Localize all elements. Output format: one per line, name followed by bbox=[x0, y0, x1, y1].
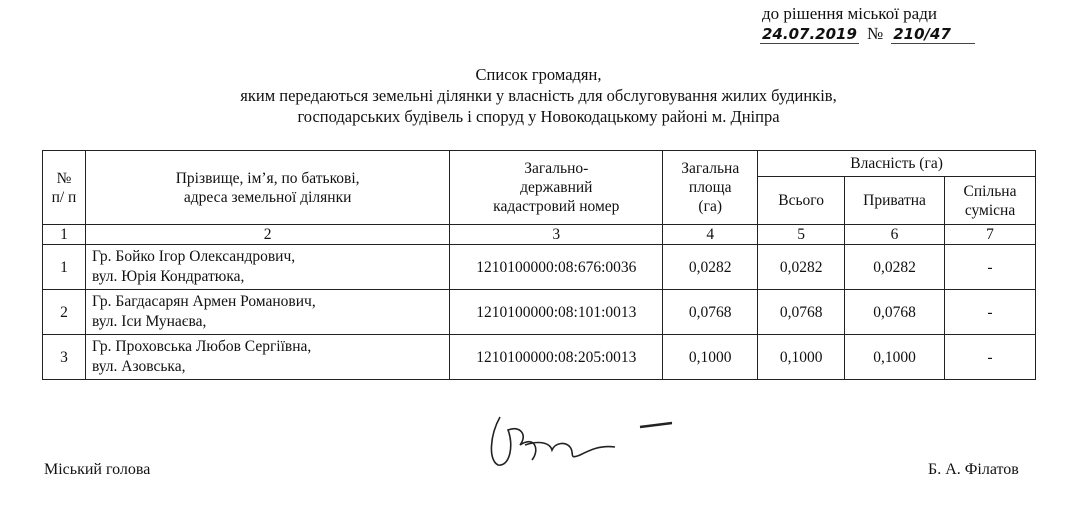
row-cadastre: 1210100000:08:101:0013 bbox=[450, 290, 663, 335]
column-numbers-row bbox=[43, 225, 1036, 245]
header-ownership: Власність (га) bbox=[758, 151, 1036, 177]
document-title bbox=[0, 64, 1077, 127]
row-private: 0,1000 bbox=[845, 335, 945, 380]
signatory-name: Б. А. Філатов bbox=[928, 461, 1019, 478]
row-total: 0,1000 bbox=[758, 335, 845, 380]
table-row bbox=[43, 245, 1036, 290]
row-private: 0,0282 bbox=[845, 245, 945, 290]
signatory-position: Міський голова bbox=[44, 461, 151, 478]
citizens-table bbox=[42, 150, 1036, 380]
row-no: 2 bbox=[43, 290, 86, 335]
row-private: 0,0768 bbox=[845, 290, 945, 335]
decision-number: 210/47 bbox=[891, 25, 975, 44]
column-number: 7 bbox=[945, 225, 1036, 245]
header-no: № п/ п bbox=[43, 151, 86, 225]
decision-date-number bbox=[760, 24, 975, 44]
number-sign: № bbox=[867, 24, 884, 43]
row-cadastre: 1210100000:08:205:0013 bbox=[450, 335, 663, 380]
row-no: 1 bbox=[43, 245, 86, 290]
table-row bbox=[43, 335, 1036, 380]
column-number: 2 bbox=[85, 225, 449, 245]
header-cadastre: Загально- державний кадастровий номер bbox=[450, 151, 663, 225]
column-number: 3 bbox=[450, 225, 663, 245]
row-area: 0,0768 bbox=[663, 290, 758, 335]
row-joint: - bbox=[945, 290, 1036, 335]
header-private: Приватна bbox=[845, 177, 945, 225]
column-number: 4 bbox=[663, 225, 758, 245]
decision-date: 24.07.2019 bbox=[760, 25, 859, 44]
row-area: 0,1000 bbox=[663, 335, 758, 380]
row-total: 0,0768 bbox=[758, 290, 845, 335]
row-no: 3 bbox=[43, 335, 86, 380]
signature-image bbox=[480, 405, 680, 475]
title-line: яким передаються земельні ділянки у власність для обслуговування жилих будинків, bbox=[240, 86, 837, 105]
row-cadastre: 1210100000:08:676:0036 bbox=[450, 245, 663, 290]
header-name: Прізвище, ім’я, по батькові, адреса земельної ділянки bbox=[85, 151, 449, 225]
title-line: Список громадян, bbox=[475, 65, 602, 84]
row-joint: - bbox=[945, 245, 1036, 290]
table-row bbox=[43, 290, 1036, 335]
row-joint: - bbox=[945, 335, 1036, 380]
column-number: 6 bbox=[845, 225, 945, 245]
column-number: 5 bbox=[758, 225, 845, 245]
header-joint: Спільна сумісна bbox=[945, 177, 1036, 225]
decision-reference: до рішення міської ради bbox=[762, 4, 937, 23]
row-name-address: Гр. Проховська Любов Сергіївна, вул. Азовська, bbox=[85, 335, 449, 380]
row-total: 0,0282 bbox=[758, 245, 845, 290]
row-area: 0,0282 bbox=[663, 245, 758, 290]
header-total: Всього bbox=[758, 177, 845, 225]
title-line: господарських будівель і споруд у Новокодацькому районі м. Дніпра bbox=[297, 107, 780, 126]
column-number: 1 bbox=[43, 225, 86, 245]
row-name-address: Гр. Багдасарян Армен Романович, вул. Іси Мунаєва, bbox=[85, 290, 449, 335]
row-name-address: Гр. Бойко Ігор Олександрович, вул. Юрія Кондратюка, bbox=[85, 245, 449, 290]
header-area: Загальна площа (га) bbox=[663, 151, 758, 225]
